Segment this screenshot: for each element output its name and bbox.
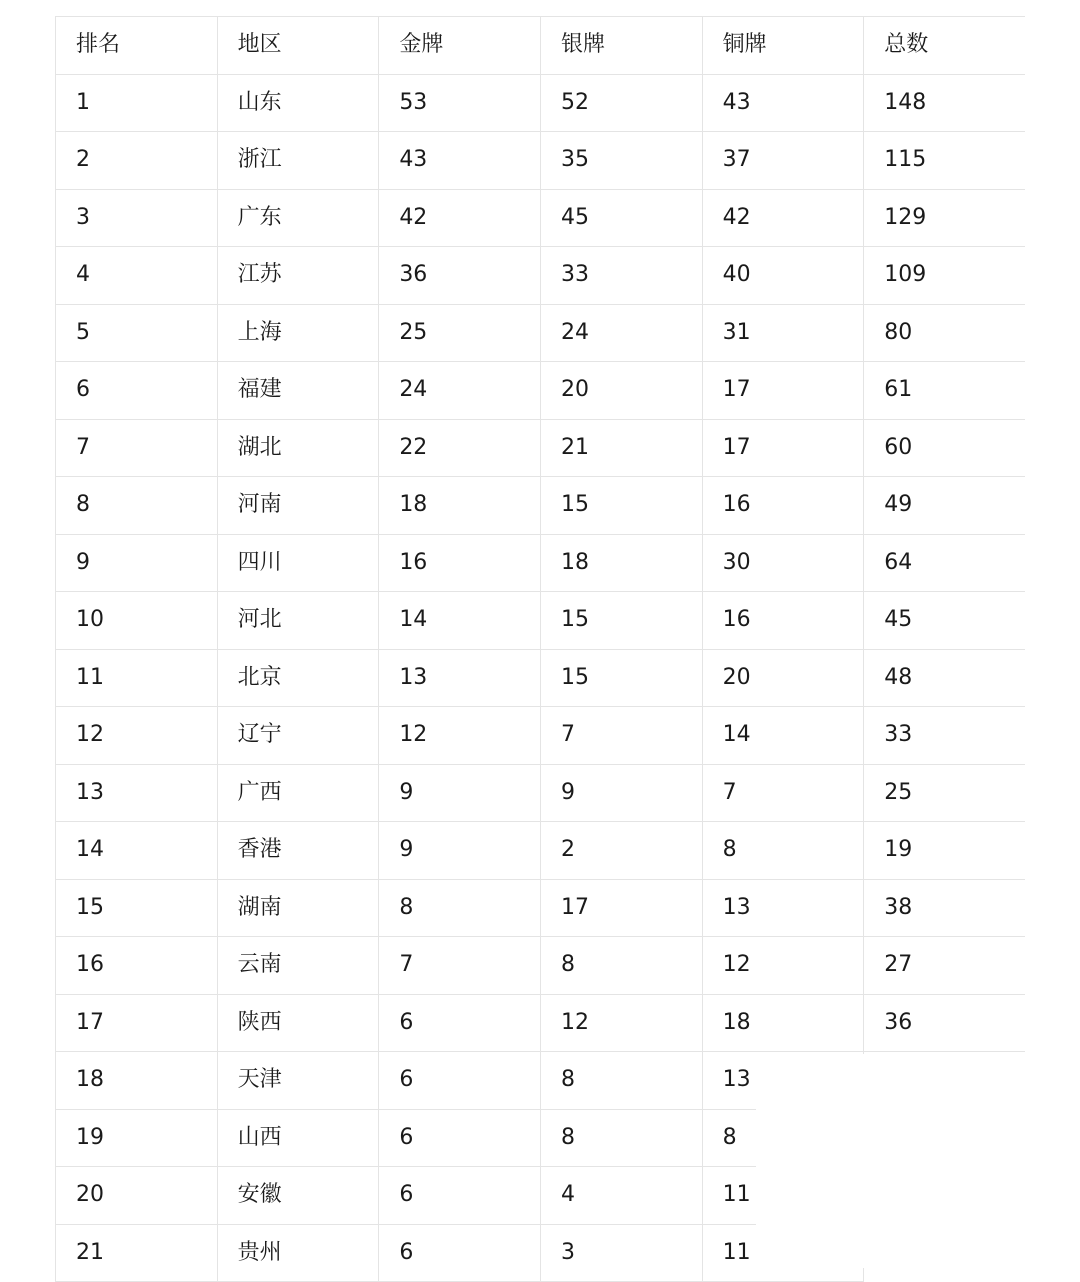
cell-rank: 5	[56, 304, 218, 362]
cell-gold: 6	[379, 994, 541, 1052]
cell-total: 19	[864, 822, 1026, 880]
cell-bronze: 8	[702, 1109, 864, 1167]
cell-rank: 6	[56, 362, 218, 420]
cell-bronze: 12	[702, 937, 864, 995]
cell-gold: 6	[379, 1167, 541, 1225]
cell-silver: 3	[540, 1224, 702, 1282]
cell-silver: 33	[540, 247, 702, 305]
cell-rank: 12	[56, 707, 218, 765]
cell-rank: 2	[56, 132, 218, 190]
cell-region: 河北	[217, 592, 379, 650]
cell-bronze: 37	[702, 132, 864, 190]
cell-bronze: 17	[702, 362, 864, 420]
page-edge-mask	[756, 1054, 1036, 1268]
header-rank: 排名	[56, 17, 218, 75]
cell-silver: 15	[540, 649, 702, 707]
cell-total: 38	[864, 879, 1026, 937]
cell-silver: 24	[540, 304, 702, 362]
cell-total: 49	[864, 477, 1026, 535]
cell-rank: 16	[56, 937, 218, 995]
table-row	[56, 74, 1026, 132]
header-region: 地区	[217, 17, 379, 75]
cell-total: 109	[864, 247, 1026, 305]
cell-silver: 52	[540, 74, 702, 132]
cell-bronze: 42	[702, 189, 864, 247]
cell-region: 河南	[217, 477, 379, 535]
cell-silver: 8	[540, 937, 702, 995]
cell-bronze: 11	[702, 1224, 864, 1282]
cell-bronze: 13	[702, 1052, 864, 1110]
cell-rank: 9	[56, 534, 218, 592]
page-edge-right	[1025, 0, 1080, 1268]
cell-rank: 14	[56, 822, 218, 880]
cell-total: 45	[864, 592, 1026, 650]
cell-rank: 21	[56, 1224, 218, 1282]
cell-region: 湖南	[217, 879, 379, 937]
header-total: 总数	[864, 17, 1026, 75]
cell-bronze: 7	[702, 764, 864, 822]
cell-bronze: 31	[702, 304, 864, 362]
cell-bronze: 40	[702, 247, 864, 305]
cell-region: 广东	[217, 189, 379, 247]
cell-gold: 13	[379, 649, 541, 707]
header-silver: 银牌	[540, 17, 702, 75]
cell-rank: 8	[56, 477, 218, 535]
cell-bronze: 16	[702, 592, 864, 650]
cell-total: 27	[864, 937, 1026, 995]
cell-bronze: 20	[702, 649, 864, 707]
cell-rank: 4	[56, 247, 218, 305]
cell-gold: 42	[379, 189, 541, 247]
cell-bronze: 16	[702, 477, 864, 535]
cell-gold: 6	[379, 1109, 541, 1167]
cell-total: 60	[864, 419, 1026, 477]
table-row	[56, 822, 1026, 880]
cell-gold: 18	[379, 477, 541, 535]
cell-rank: 11	[56, 649, 218, 707]
table-row	[56, 534, 1026, 592]
cell-silver: 8	[540, 1052, 702, 1110]
table-row	[56, 247, 1026, 305]
cell-silver: 45	[540, 189, 702, 247]
cell-silver: 15	[540, 477, 702, 535]
cell-region: 四川	[217, 534, 379, 592]
cell-region: 上海	[217, 304, 379, 362]
cell-gold: 25	[379, 304, 541, 362]
table-row	[56, 994, 1026, 1052]
table-row	[56, 707, 1026, 765]
cell-total: 129	[864, 189, 1026, 247]
cell-region: 广西	[217, 764, 379, 822]
cell-silver: 8	[540, 1109, 702, 1167]
cell-rank: 19	[56, 1109, 218, 1167]
cell-silver: 9	[540, 764, 702, 822]
cell-gold: 9	[379, 764, 541, 822]
table-row	[56, 649, 1026, 707]
cell-region: 云南	[217, 937, 379, 995]
cell-gold: 7	[379, 937, 541, 995]
cell-silver: 7	[540, 707, 702, 765]
cell-rank: 1	[56, 74, 218, 132]
cell-rank: 10	[56, 592, 218, 650]
cell-silver: 18	[540, 534, 702, 592]
cell-silver: 17	[540, 879, 702, 937]
cell-silver: 4	[540, 1167, 702, 1225]
cell-gold: 6	[379, 1224, 541, 1282]
cell-silver: 15	[540, 592, 702, 650]
header-bronze: 铜牌	[702, 17, 864, 75]
cell-bronze: 17	[702, 419, 864, 477]
table-row	[56, 362, 1026, 420]
cell-region: 湖北	[217, 419, 379, 477]
cell-bronze: 18	[702, 994, 864, 1052]
cell-gold: 16	[379, 534, 541, 592]
cell-total: 36	[864, 994, 1026, 1052]
cell-silver: 12	[540, 994, 702, 1052]
cell-total: 64	[864, 534, 1026, 592]
cell-region: 浙江	[217, 132, 379, 190]
cell-gold: 8	[379, 879, 541, 937]
cell-total: 80	[864, 304, 1026, 362]
cell-gold: 36	[379, 247, 541, 305]
cell-total: 148	[864, 74, 1026, 132]
cell-bronze: 30	[702, 534, 864, 592]
table-row	[56, 592, 1026, 650]
cell-rank: 13	[56, 764, 218, 822]
cell-gold: 14	[379, 592, 541, 650]
cell-region: 福建	[217, 362, 379, 420]
cell-region: 香港	[217, 822, 379, 880]
table-row	[56, 879, 1026, 937]
cell-silver: 2	[540, 822, 702, 880]
table-header-row	[56, 17, 1026, 75]
cell-rank: 7	[56, 419, 218, 477]
cell-total: 25	[864, 764, 1026, 822]
cell-total: 33	[864, 707, 1026, 765]
cell-total: 115	[864, 132, 1026, 190]
cell-silver: 20	[540, 362, 702, 420]
header-gold: 金牌	[379, 17, 541, 75]
cell-rank: 20	[56, 1167, 218, 1225]
cell-region: 贵州	[217, 1224, 379, 1282]
cell-region: 北京	[217, 649, 379, 707]
table-row	[56, 477, 1026, 535]
cell-region: 陕西	[217, 994, 379, 1052]
cell-region: 辽宁	[217, 707, 379, 765]
cell-rank: 15	[56, 879, 218, 937]
cell-total: 61	[864, 362, 1026, 420]
cell-gold: 9	[379, 822, 541, 880]
table-row	[56, 132, 1026, 190]
cell-region: 安徽	[217, 1167, 379, 1225]
cell-bronze: 13	[702, 879, 864, 937]
cell-bronze: 43	[702, 74, 864, 132]
cell-gold: 6	[379, 1052, 541, 1110]
table-row	[56, 419, 1026, 477]
cell-gold: 53	[379, 74, 541, 132]
table-row	[56, 189, 1026, 247]
cell-rank: 17	[56, 994, 218, 1052]
cell-gold: 43	[379, 132, 541, 190]
table-row	[56, 937, 1026, 995]
cell-region: 山西	[217, 1109, 379, 1167]
cell-region: 天津	[217, 1052, 379, 1110]
cell-gold: 12	[379, 707, 541, 765]
cell-region: 江苏	[217, 247, 379, 305]
cell-total: 48	[864, 649, 1026, 707]
cell-gold: 24	[379, 362, 541, 420]
cell-region: 山东	[217, 74, 379, 132]
table-row	[56, 304, 1026, 362]
cell-gold: 22	[379, 419, 541, 477]
cell-rank: 18	[56, 1052, 218, 1110]
cell-silver: 35	[540, 132, 702, 190]
cell-rank: 3	[56, 189, 218, 247]
cell-bronze: 11	[702, 1167, 864, 1225]
cell-bronze: 8	[702, 822, 864, 880]
cell-silver: 21	[540, 419, 702, 477]
cell-bronze: 14	[702, 707, 864, 765]
table-row	[56, 764, 1026, 822]
